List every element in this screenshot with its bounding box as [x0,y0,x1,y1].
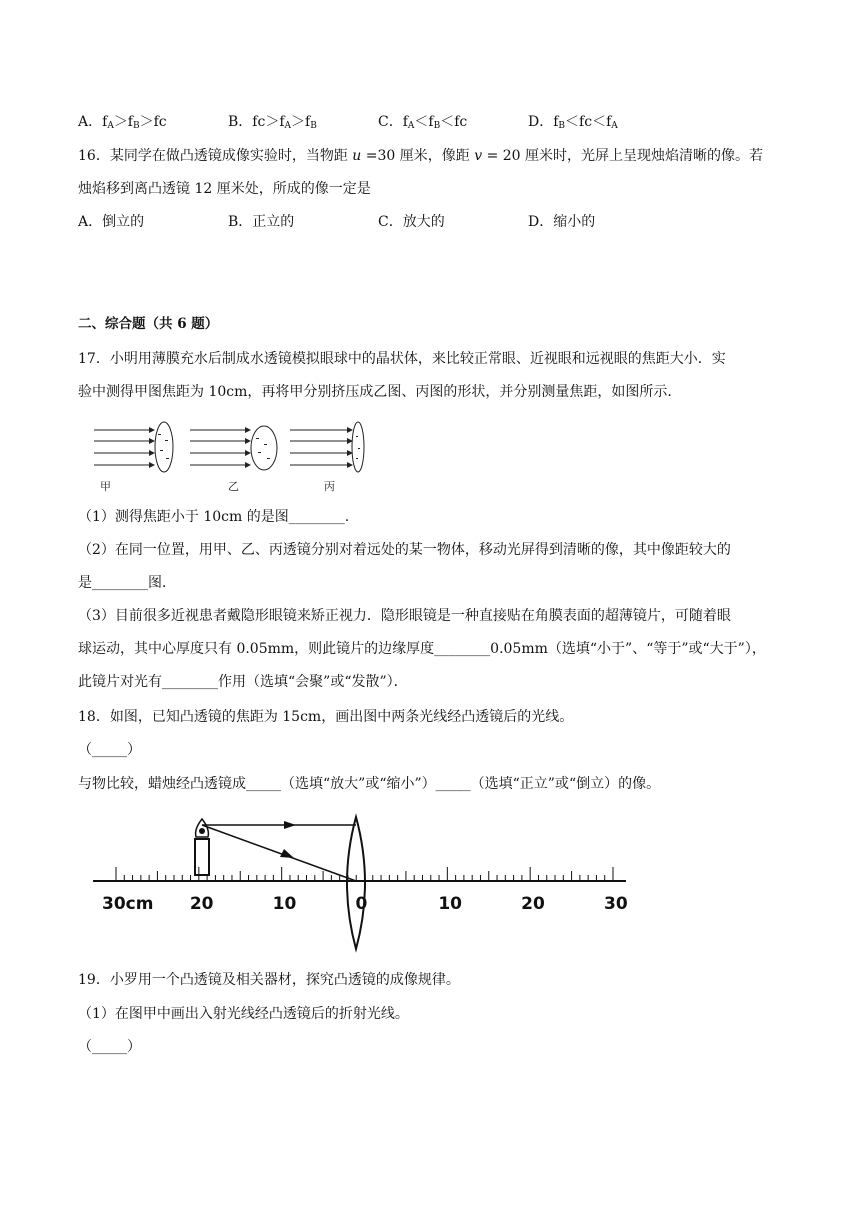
q16-option-b[interactable]: B．正立的 [228,214,295,230]
ruler-label: 20 [189,894,214,914]
label-yi: 乙 [228,480,239,493]
ruler-label: 20 [521,894,545,914]
q17-part3-line2: 球运动，其中心厚度只有 0.05mm，则此镜片的边缘厚度________0.05mm（选填“小于”、“等于”或“大于”）， [78,641,766,657]
q18-stem: 18．如图，已知凸透镜的焦距为 15cm，画出图中两条光线经凸透镜后的光线。 [78,709,574,725]
ruler-label: 10 [272,894,297,914]
lens-yi-group [190,426,277,470]
q17-part2-line1: （2）在同一位置，用甲、乙、丙透镜分别对着远处的某一物体，移动光屏得到清晰的像，其中像距较大的 [78,542,731,558]
water-lens-figure [92,420,382,496]
lens-bing-group [290,422,364,472]
q17-stem-line2: 验中测得甲图焦距为 10cm，再将甲分别挤压成乙图、丙图的形状，并分别测量焦距，如图所示． [78,384,682,400]
lens-water-dashes [158,434,360,459]
section-heading: 二、综合题（共 6 题） [78,316,219,332]
lens-jia-group [94,422,173,472]
lens-yi [251,426,277,470]
ruler-label: 10 [438,894,463,914]
q15-option-a[interactable]: A．$f_A>f_B>fc$ [78,114,167,131]
q16-options [78,212,778,232]
q16-option-a[interactable]: A．倒立的 [78,214,145,230]
q15-option-b[interactable]: B．$fc>f_A>f_B$ [228,114,317,131]
ruler-label: 0 [355,894,368,914]
lens-jia [155,422,173,472]
q19-stem: 19．小罗用一个凸透镜及相关器材，探究凸透镜的成像规律。 [78,972,460,988]
label-bing: 丙 [324,480,335,493]
q15-option-c[interactable]: C．$f_A<f_B<fc$ [378,114,468,131]
ray-center [202,825,356,881]
candle-lens-ruler-figure [88,805,633,955]
q18-question: 与物比较，蜡烛经凸透镜成_____（选填“放大”或“缩小”）_____（选填“正立”或“倒立）的像。 [78,776,661,792]
q16-stem-line2: 烛焰移到离凸透镜 12 厘米处，所成的像一定是 [78,181,371,197]
ray-parallel-arrow [284,821,296,829]
q17-stem-line1: 17．小明用薄膜充水后制成水透镜模拟眼球中的晶状体，来比较正常眼、近视眼和远视眼的焦距大小．实 [78,351,726,367]
convex-lens [347,817,365,949]
q19-part1: （1）在图甲中画出入射光线经凸透镜后的折射光线。 [78,1006,409,1022]
ruler-label: 30 [604,894,628,914]
q17-part1: （1）测得焦距小于 10cm 的是图________. [78,509,350,525]
q16-option-d[interactable]: D．缩小的 [528,214,596,230]
q18-answer-blank[interactable]: （_____） [78,742,141,758]
q16-stem-line1: 16．某同学在做凸透镜成像实验时，当物距 u =30 厘米，像距 v = 20 厘米时，光屏上呈现烛焰清晰的像。若 [78,148,764,164]
q15-options [78,112,778,132]
candle-wick [199,828,205,834]
q17-part3-line1: （3）目前很多近视患者戴隐形眼镜来矫正视力．隐形眼镜是一种直接贴在角膜表面的超薄镜片，可随着眼 [78,608,731,624]
ruler-labels [102,894,628,914]
q16-option-c[interactable]: C．放大的 [378,214,445,230]
q17-part3-line3: 此镜片对光有________作用（选填“会聚”或“发散”）． [78,674,408,690]
ray-center-arrow [280,849,294,858]
q17-part2-line2: 是________图． [78,575,176,591]
q19-answer-blank[interactable]: （_____） [78,1039,141,1055]
label-jia: 甲 [100,480,111,493]
candle-body [195,839,209,875]
ruler-label: 30cm [102,894,154,914]
lens-bing [352,422,364,472]
q15-option-d[interactable]: D．$f_B<fc<f_A$ [528,114,618,131]
